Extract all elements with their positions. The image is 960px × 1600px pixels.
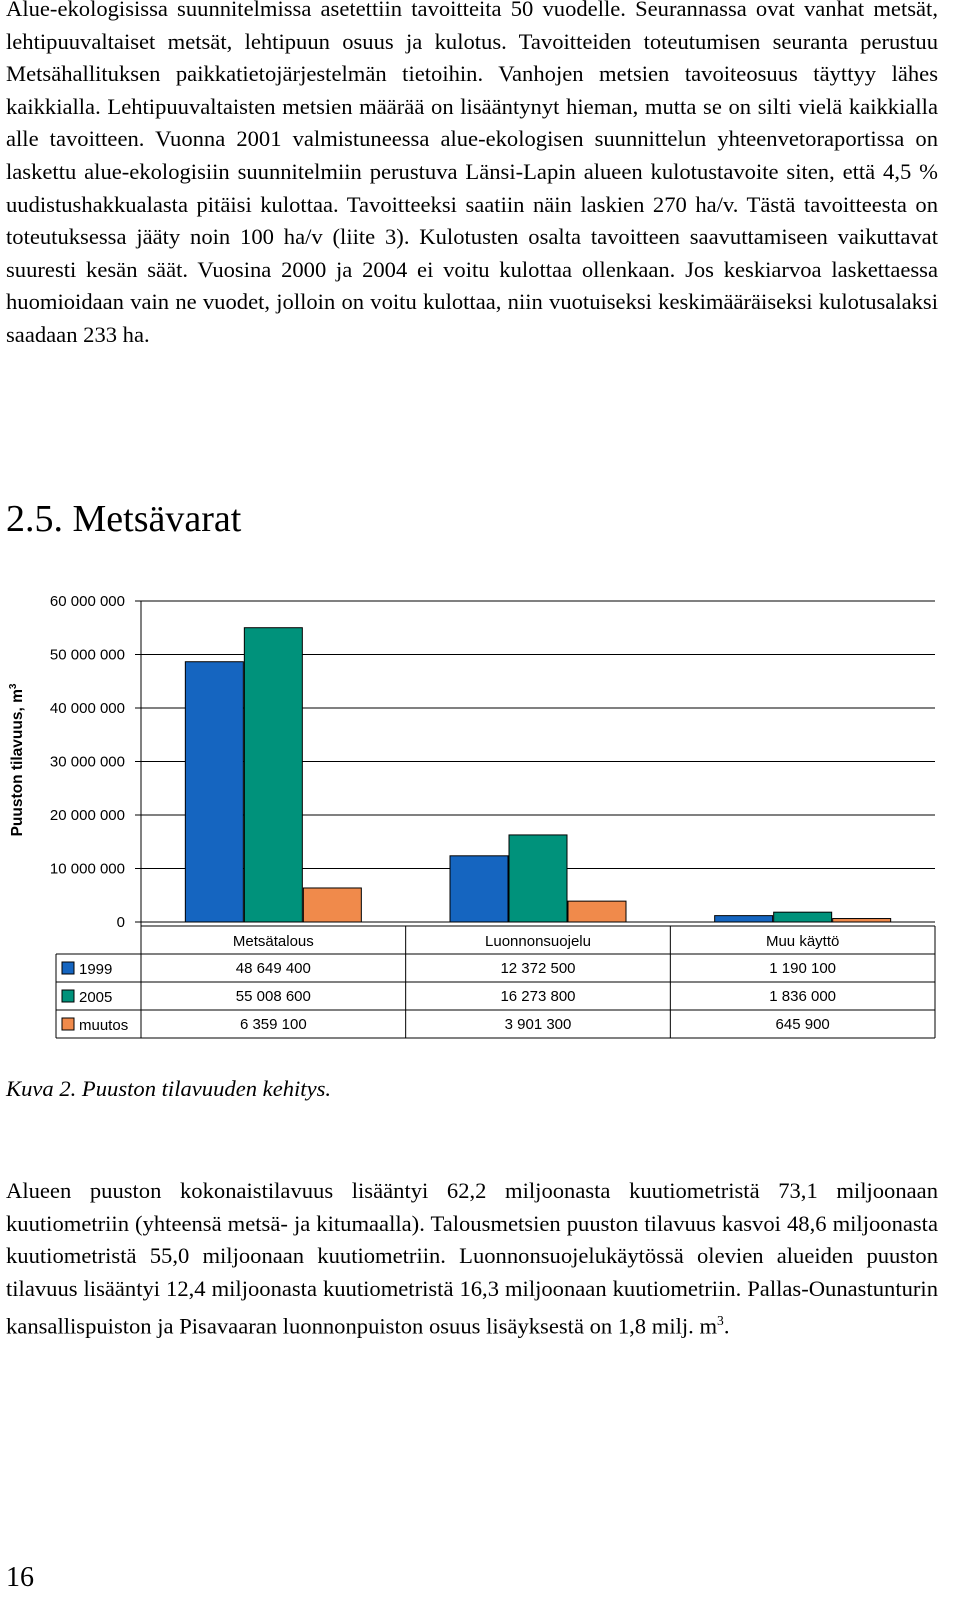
- legend-swatch: [62, 962, 74, 974]
- y-tick-label: 50 000 000: [49, 646, 125, 664]
- bar: [715, 916, 773, 922]
- bar: [303, 888, 361, 922]
- resources-paragraph-end: .: [723, 1313, 730, 1339]
- legend-swatch: [62, 990, 74, 1002]
- bar: [509, 835, 567, 922]
- series-name: 1999: [79, 961, 113, 978]
- series-name: muutos: [79, 1017, 129, 1034]
- data-label: 1 190 100: [769, 960, 837, 977]
- data-label: 3 901 300: [504, 1016, 572, 1033]
- volume-bar-chart: [0, 570, 960, 1050]
- y-tick-label: 30 000 000: [49, 753, 125, 771]
- y-axis-label: Puuston tilavuus, $m^3$: [8, 683, 26, 837]
- data-label: 48 649 400: [235, 960, 311, 977]
- cubic-superscript: 3: [717, 1313, 724, 1329]
- bar: [568, 901, 626, 922]
- figure-caption: Kuva 2. Puuston tilavuuden kehitys.: [6, 1076, 332, 1101]
- legend-swatch: [62, 1018, 74, 1030]
- data-label: 1 836 000: [769, 988, 837, 1005]
- data-label: 55 008 600: [235, 988, 311, 1005]
- section-title: 2.5. Metsävarat: [6, 498, 242, 540]
- bar: [833, 919, 891, 922]
- data-label: 16 273 800: [500, 988, 576, 1005]
- resources-paragraph: [6, 1175, 938, 1344]
- bar: [185, 662, 243, 922]
- bar: [244, 628, 302, 922]
- y-tick-label: 60 000 000: [49, 593, 125, 610]
- series-name: 2005: [79, 989, 113, 1006]
- bar: [774, 912, 832, 922]
- intro-paragraph: Alue-ekologisissa suunnitelmissa asetettiin tavoitteita 50 vuodelle. Seurannassa ovat vanhat metsät, lehtipuuvaltaiset metsät, lehtipuun osuus ja kulotus. Tavoitteiden toteutumisen seuranta perustuu Metsähallituksen paikkatietojärjestelmän tietoihin. Vanhojen metsien tavoiteosuus täyttyy lähes kaikkialla. Lehtipuuvaltaisten metsien määrää on lisääntynyt hieman, mutta se on silti vielä kaikkialla alle tavoitteen. Vuonna 2001 valmistuneessa alue-ekologisen suunnittelun yhteenvetoraportissa on laskettu alue-ekologisiin suunnitelmiin perustuva Länsi-Lapin alueen kulotustavoite siten, että 4,5 % uudistushakkualasta pitäisi kulottaa. Tavoitteeksi saatiin näin laskien 270 ha/v. Tästä tavoitteesta on toteutuksessa jääty noin 100 ha/v (liite 3). Kulotusten osalta tavoitteen saavuttamiseen vaikuttavat suuresti kesän säät. Vuosina 2000 ja 2004 ei voitu kulottaa ollenkaan. Jos keskiarvoa laskettaessa huomioidaan vain ne vuodet, jolloin on voitu kulottaa, niin vuotuiseksi keskimääräiseksi kulotusalaksi saadaan 233 ha.: [6, 0, 938, 347]
- category-label: Metsätalous: [232, 933, 314, 950]
- y-tick-label: 0: [116, 914, 125, 931]
- y-tick-label: 10 000 000: [49, 860, 125, 878]
- y-tick-label: 40 000 000: [49, 700, 125, 717]
- y-tick-label: 20 000 000: [49, 807, 125, 824]
- data-label: 12 372 500: [500, 960, 576, 977]
- data-label: 645 900: [775, 1016, 830, 1033]
- resources-paragraph-text: Alueen puuston kokonaistilavuus lisääntyi 62,2 miljoonasta kuutiometristä 73,1 miljoonaan kuutiometriin (yhteensä metsä- ja kitumaalla). Talousmetsien puuston tilavuus kasvoi 48,6 miljoonasta kuutiometristä 55,0 miljoonaan kuutiometriin. Luonnonsuojelukäytössä olevien alueiden puuston tilavuus lisääntyi 12,4 miljoonasta kuutiometristä 16,3 miljoonaan kuutiometriin. Pallas-Ounastunturin kansallispuiston ja Pisavaaran luonnonpuiston osuus lisäyksestä on 1,8 milj. m: [6, 1178, 938, 1339]
- bar: [450, 856, 508, 922]
- data-label: 6 359 100: [239, 1016, 307, 1033]
- category-label: Muu käyttö: [765, 933, 840, 950]
- page-number: 16: [6, 1562, 34, 1593]
- category-label: Luonnonsuojelu: [485, 933, 591, 950]
